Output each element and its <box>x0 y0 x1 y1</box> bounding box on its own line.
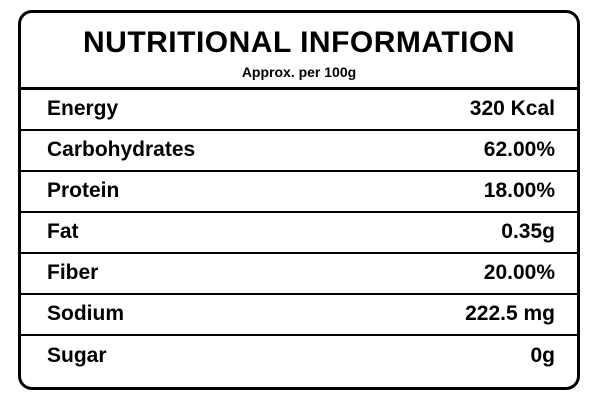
nutrient-name: Fiber <box>47 261 99 284</box>
nutrition-table <box>21 87 577 377</box>
nutrient-value: 320 Kcal <box>469 97 555 120</box>
table-row <box>21 131 577 172</box>
nutrient-value: 18.00% <box>483 179 555 202</box>
nutrient-value: 20.00% <box>483 261 555 284</box>
label-subtitle: Approx. per 100g <box>241 63 357 80</box>
table-row <box>21 295 577 336</box>
nutrient-name: Fat <box>47 220 79 243</box>
nutrient-name: Energy <box>47 97 119 120</box>
page-title: NUTRITIONAL INFORMATION <box>82 26 515 59</box>
table-row <box>21 213 577 254</box>
nutrition-label-card <box>18 10 580 390</box>
nutrient-name: Sugar <box>47 344 107 367</box>
table-row <box>21 336 577 377</box>
table-row <box>21 254 577 295</box>
nutrient-value: 0.35g <box>501 220 555 243</box>
nutrient-name: Protein <box>47 179 120 202</box>
nutrient-name: Carbohydrates <box>47 138 196 161</box>
nutrient-value: 222.5 mg <box>465 302 555 325</box>
nutrient-value: 0g <box>530 344 555 367</box>
nutrient-name: Sodium <box>47 302 124 325</box>
table-row <box>21 90 577 131</box>
nutrient-value: 62.00% <box>483 138 555 161</box>
label-header <box>21 13 577 80</box>
table-row <box>21 172 577 213</box>
